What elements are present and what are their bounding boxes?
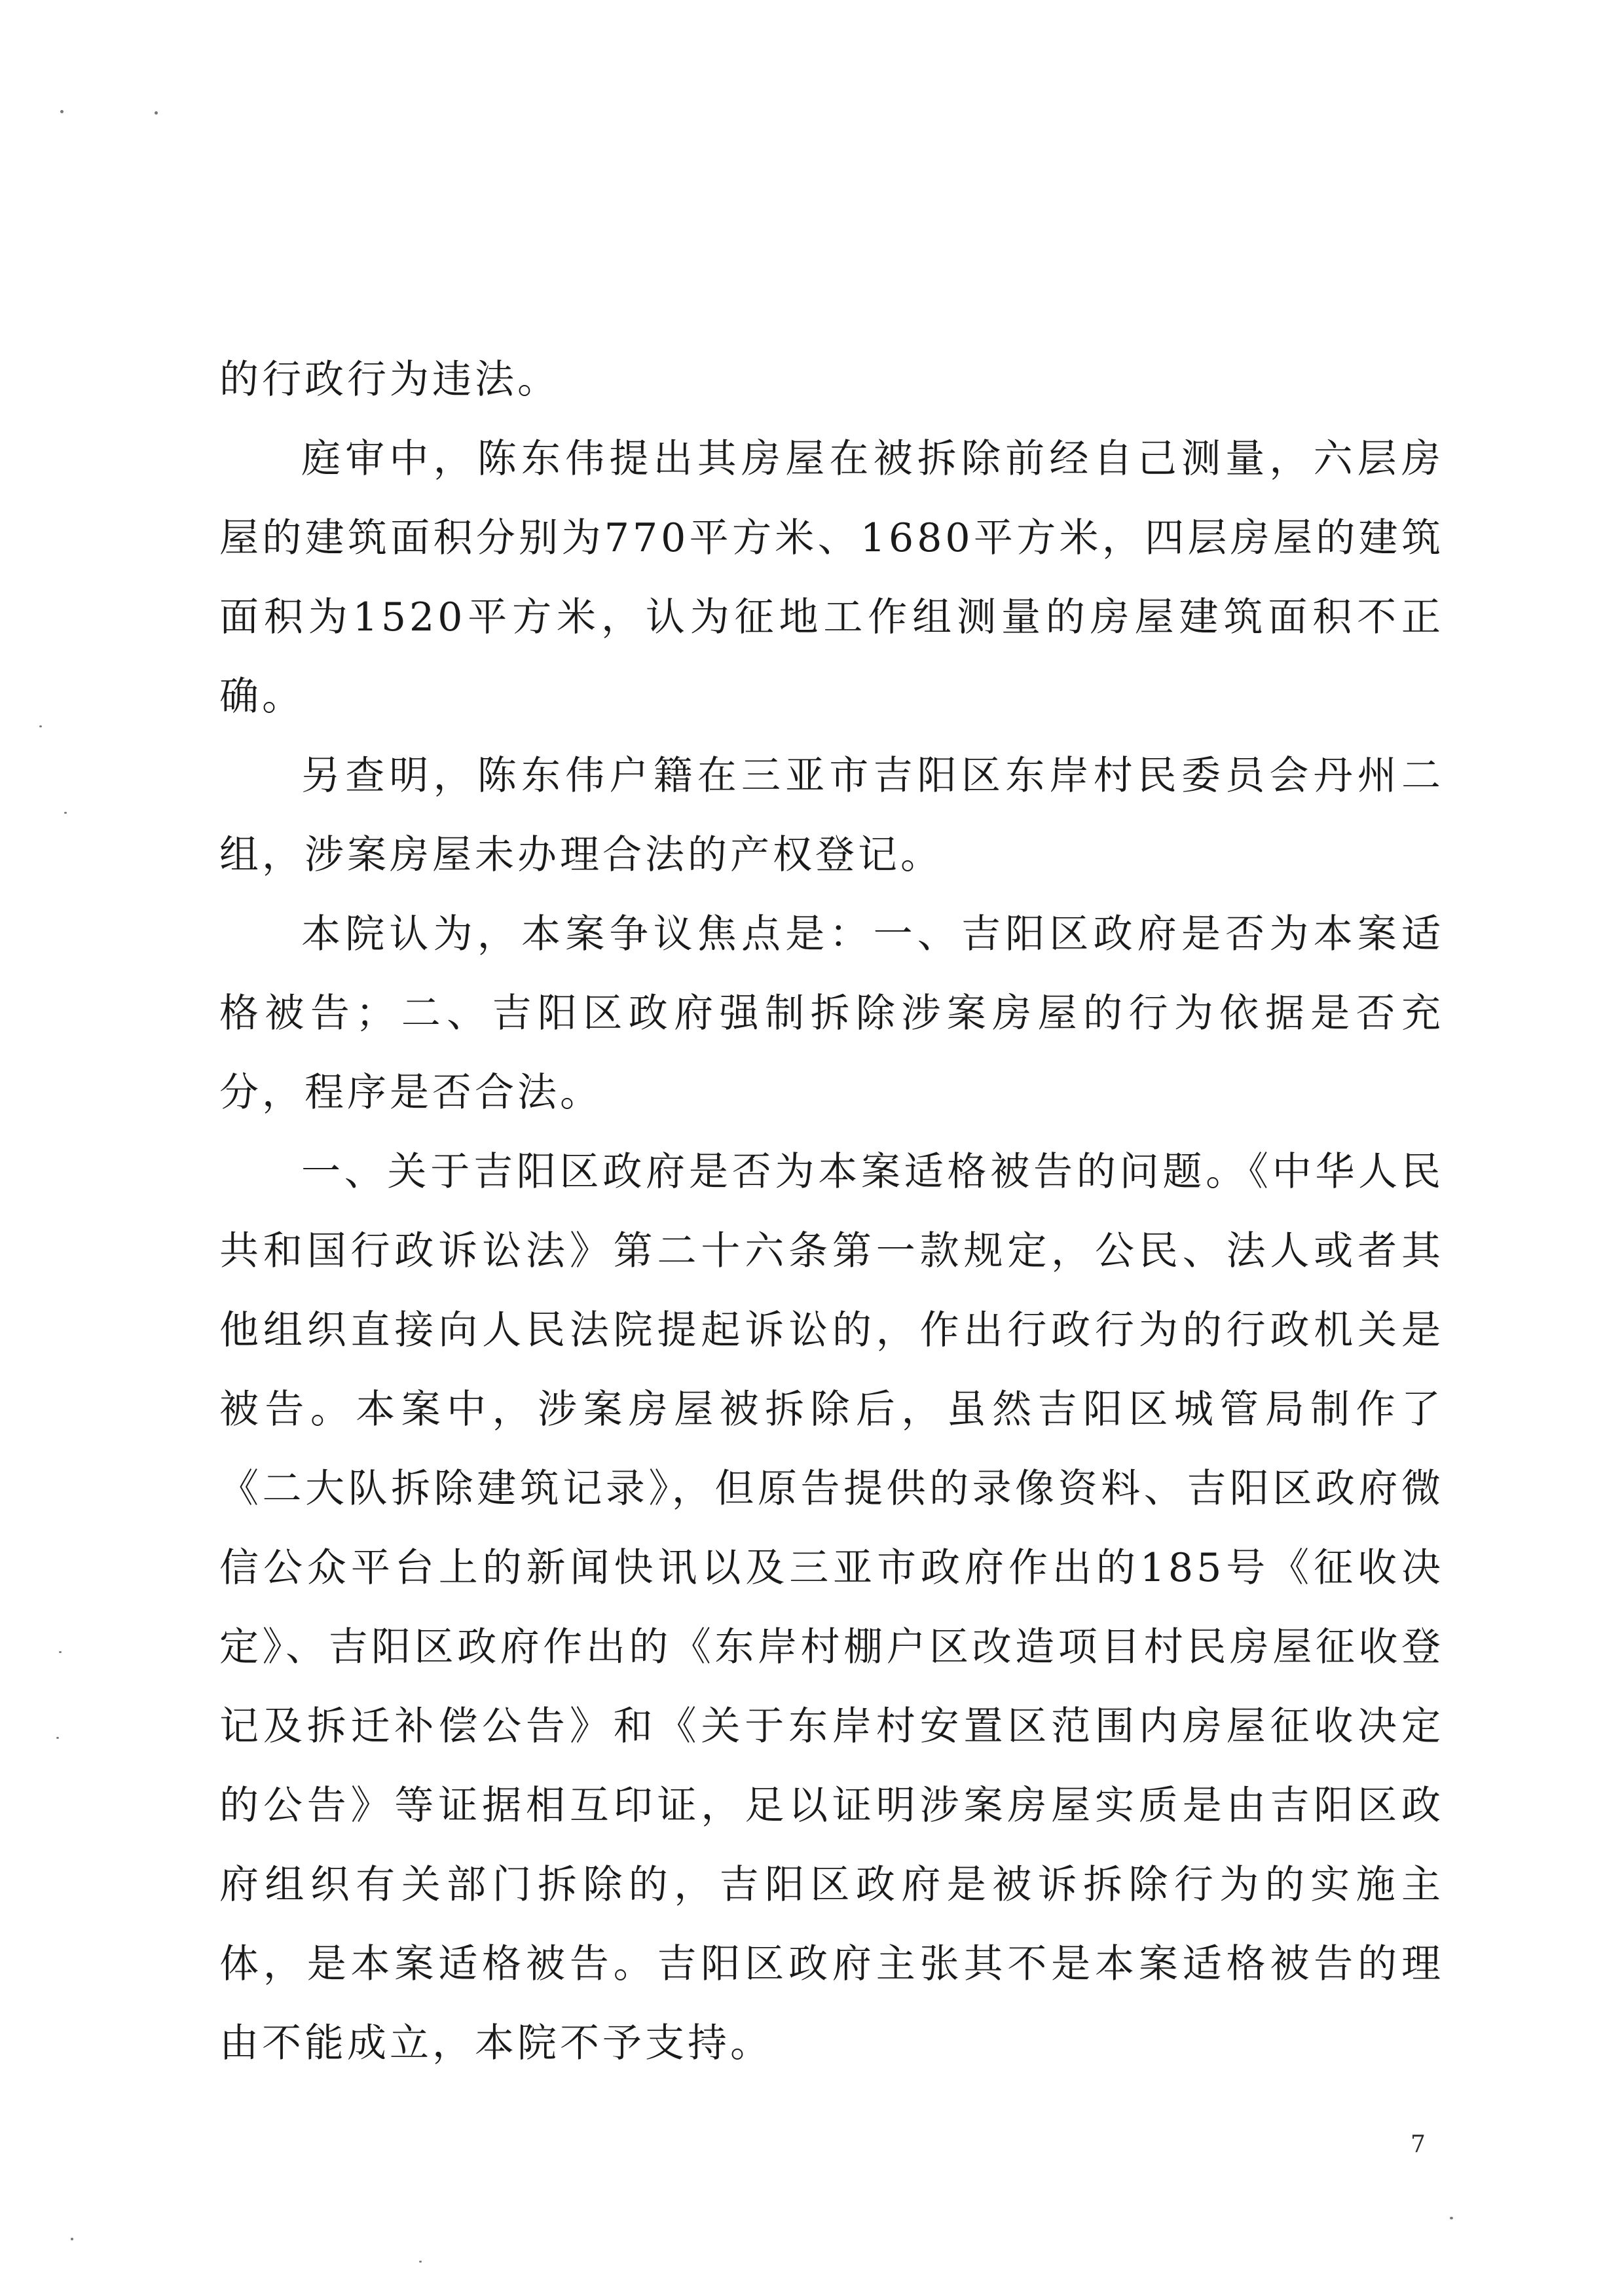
document-body <box>219 340 1444 2083</box>
page-number: 7 <box>1411 2131 1426 2158</box>
scan-speck <box>419 2261 422 2263</box>
scan-speck <box>59 1651 62 1653</box>
paragraph-continuation: 的行政行为违法。 <box>219 357 560 403</box>
paragraph-trial-statement: 庭审中，陈东伟提出其房屋在被拆除前经自己测量，六层房屋的建筑面积分别为770平方米、1680平方米，四层房屋的建筑面积为1520平方米，认为征地工作组测量的房屋建筑面积不正确。 <box>219 436 1444 720</box>
scan-speck <box>1450 2217 1453 2219</box>
scan-speck <box>39 725 42 727</box>
scan-speck <box>155 111 158 115</box>
paragraph-further-findings: 另查明，陈东伟户籍在三亚市吉阳区东岸村民委员会丹州二组，涉案房屋未办理合法的产权登记。 <box>219 753 1444 878</box>
scan-speck <box>60 110 64 113</box>
scan-speck <box>71 2238 73 2240</box>
paragraph-defendant-issue: 一、关于吉阳区政府是否为本案适格被告的问题。《中华人民共和国行政诉讼法》第二十六条第一款规定，公民、法人或者其他组织直接向人民法院提起诉讼的，作出行政行为的行政机关是被告。本案中，涉案房屋被拆除后，虽然吉阳区城管局制作了《二大队拆除建筑记录》，但原告提供的录像资料、吉阳区政府微信公众平台上的新闻快讯以及三亚市政府作出的185号《征收决定》、吉阳区政府作出的《东岸村棚户区改造项目村民房屋征收登记及拆迁补偿公告》和《关于东岸村安置区范围内房屋征收决定的公告》等证据相互印证，足以证明涉案房屋实质是由吉阳区政府组织有关部门拆除的，吉阳区政府是被诉拆除行为的实施主体，是本案适格被告。吉阳区政府主张其不是本案适格被告的理由不能成立，本院不予支持。 <box>219 1149 1444 2066</box>
scan-speck <box>64 812 67 814</box>
scan-speck <box>56 1737 59 1739</box>
paragraph-court-opinion: 本院认为，本案争议焦点是：一、吉阳区政府是否为本案适格被告；二、吉阳区政府强制拆除涉案房屋的行为依据是否充分，程序是否合法。 <box>219 911 1444 1116</box>
